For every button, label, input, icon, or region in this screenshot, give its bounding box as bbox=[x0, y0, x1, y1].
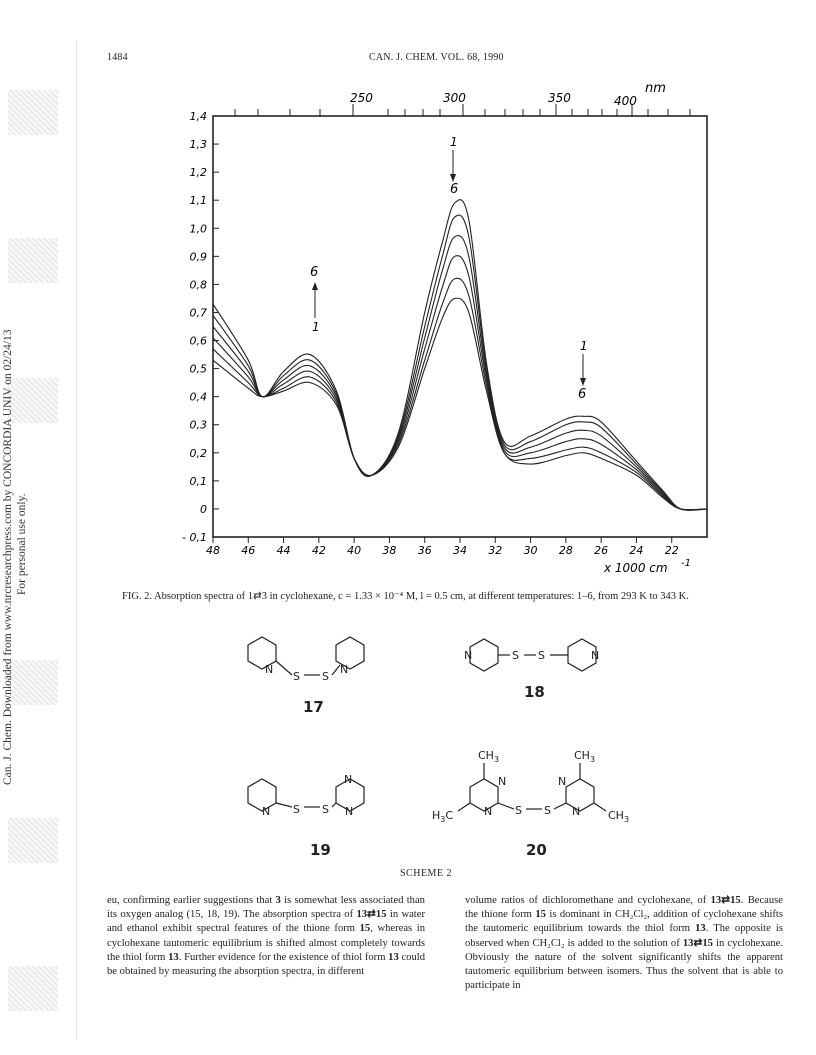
top-tick-label: 350 bbox=[548, 91, 571, 105]
atom-label: N bbox=[591, 649, 600, 662]
figure-caption: FIG. 2. Absorption spectra of 1⇄3 in cyclohexane, c = 1.33 × 10⁻⁴ M, l = 0.5 cm, at different temperatures: 1–6, from 293 K to 343 K. bbox=[122, 591, 689, 602]
atom-label: N bbox=[345, 805, 354, 818]
watermark-line-2: For personal use only. bbox=[16, 493, 28, 595]
atom-label: N bbox=[484, 805, 493, 818]
x-axis-unit: x 1000 cm bbox=[604, 561, 668, 575]
x-tick-label: 34 bbox=[453, 544, 467, 557]
spectrum-curve-2 bbox=[213, 278, 707, 510]
x-tick-label: 26 bbox=[594, 544, 609, 557]
arrow-head-icon bbox=[580, 378, 586, 386]
atom-label: S bbox=[538, 649, 545, 662]
arrow-head-icon bbox=[312, 282, 318, 290]
top-axis-unit: nm bbox=[645, 81, 666, 96]
compound-17 bbox=[248, 637, 364, 716]
annotation-top-label: 1 bbox=[580, 339, 588, 353]
atom-label: N bbox=[344, 773, 353, 786]
x-tick-label: 44 bbox=[276, 544, 291, 557]
compound-number: 20 bbox=[526, 841, 547, 859]
atom-label: S bbox=[293, 803, 300, 816]
compound-20 bbox=[432, 749, 629, 859]
y-tick-label: 0,5 bbox=[189, 362, 207, 376]
y-tick-label: 1,4 bbox=[189, 110, 207, 123]
x-tick-label: 24 bbox=[629, 544, 644, 557]
atom-label: N bbox=[498, 775, 507, 788]
atom-label: N bbox=[265, 663, 274, 676]
y-tick-label: 0,4 bbox=[189, 390, 207, 404]
body-column-right: volume ratios of dichloromethane and cyclohexane, of 13⇄15. Because the thione form 15 is dominant in CH₂Cl₂, addition of cyclohexane shifts the tautomeric equilibrium towards the thiol form 13. The opposite is observed when CH₂Cl₂ is added to the solution of 13⇄15 in cyclohexane. Obviously the nature of the solvent significantly shifts the apparent tautomeric equilibrium between isomers. Thus the solvent that is able to participate in bbox=[465, 895, 783, 992]
x-axis bbox=[206, 537, 679, 557]
atom-label: S bbox=[293, 670, 300, 683]
y-tick-label: 0,8 bbox=[189, 278, 207, 292]
x-tick-label: 32 bbox=[488, 544, 503, 557]
spectrum-curve-3 bbox=[213, 256, 707, 510]
annotation-top-label: 1 bbox=[450, 135, 458, 149]
scan-noise bbox=[8, 966, 58, 1011]
atom-label: $CH_3$ bbox=[574, 749, 596, 764]
atom-label: S bbox=[515, 804, 522, 817]
y-tick-label: 1,0 bbox=[189, 222, 207, 236]
journal-header: CAN. J. CHEM. VOL. 68, 1990 bbox=[369, 52, 504, 63]
top-tick-label: 300 bbox=[443, 91, 466, 105]
scheme-2-structures bbox=[0, 615, 816, 875]
atom-label: N bbox=[340, 663, 349, 676]
compound-number: 17 bbox=[303, 698, 324, 716]
x-tick-label: 38 bbox=[382, 544, 397, 557]
atom-label: S bbox=[544, 804, 551, 817]
atom-label: N bbox=[262, 805, 271, 818]
annotation-bottom-label: 6 bbox=[450, 182, 459, 197]
y-tick-label: 1,3 bbox=[189, 138, 207, 152]
atom-label: $H_3C$ bbox=[432, 809, 454, 824]
compound-18 bbox=[464, 639, 599, 701]
x-tick-label: 46 bbox=[241, 544, 256, 557]
body-column-left: eu, confirming earlier suggestions that 3 is somewhat less associated than its oxygen analog (15, 18, 19). The absorption spectra of 13⇄15 in water and ethanol exhibit spectral features of the thione form 15, whereas in cyclohexane tautomeric equilibrium is shifted almost completely towards the thiol form 13. Further evidence for the existence of thiol form 13 could be obtained by measuring the absorption spectra, in different bbox=[107, 895, 426, 978]
y-tick-label: 0 bbox=[200, 502, 207, 516]
x-tick-label: 36 bbox=[417, 544, 432, 557]
annotation-center bbox=[450, 135, 458, 197]
page-number: 1484 bbox=[107, 52, 128, 63]
annotation-bottom-label: 1 bbox=[312, 320, 320, 334]
x-tick-label: 48 bbox=[206, 544, 220, 557]
compound-number: 19 bbox=[310, 841, 331, 859]
atom-label: $CH_3$ bbox=[608, 809, 630, 824]
watermark-line-1: Can. J. Chem. Downloaded from www.nrcresearchpress.com by CONCORDIA UNIV on 02/24/13 bbox=[2, 329, 14, 785]
annotation-right bbox=[578, 339, 588, 402]
plot-frame bbox=[213, 116, 707, 537]
spectra-curves bbox=[213, 200, 707, 511]
x-tick-label: 30 bbox=[523, 544, 538, 557]
spectrum-curve-5 bbox=[213, 215, 707, 510]
x-tick-label: 40 bbox=[347, 544, 362, 557]
compound-19 bbox=[248, 773, 364, 859]
top-tick-label: 400 bbox=[614, 94, 637, 108]
y-tick-label: 1,1 bbox=[189, 194, 207, 208]
scheme-label: SCHEME 2 bbox=[400, 868, 453, 879]
atom-label: $CH_3$ bbox=[478, 749, 500, 764]
atom-label: N bbox=[558, 775, 567, 788]
annotation-left bbox=[310, 265, 320, 334]
atom-label: S bbox=[322, 803, 329, 816]
x-tick-label: 22 bbox=[664, 544, 679, 557]
spectrum-curve-1 bbox=[213, 298, 707, 510]
x-tick-label: 28 bbox=[558, 544, 573, 557]
top-tick-label: 250 bbox=[350, 91, 373, 105]
compound-number: 18 bbox=[524, 683, 545, 701]
y-tick-label: 0,7 bbox=[189, 306, 207, 320]
x-tick-label: 42 bbox=[311, 544, 326, 557]
y-tick-label: 0,2 bbox=[189, 446, 207, 460]
y-tick-label: 0,6 bbox=[189, 334, 207, 348]
atom-label: N bbox=[464, 649, 473, 662]
atom-label: S bbox=[512, 649, 519, 662]
annotation-bottom-label: 6 bbox=[578, 387, 587, 402]
annotation-top-label: 6 bbox=[310, 265, 319, 280]
y-tick-label: 0,3 bbox=[189, 418, 207, 432]
y-tick-label: 1,2 bbox=[189, 166, 207, 180]
y-tick-label: 0,9 bbox=[189, 250, 207, 264]
atom-label: N bbox=[572, 805, 581, 818]
x-axis-unit-exponent: -1 bbox=[681, 558, 691, 569]
atom-label: S bbox=[322, 670, 329, 683]
y-tick-label: - 0,1 bbox=[182, 531, 207, 544]
arrow-head-icon bbox=[450, 174, 456, 182]
y-tick-label: 0,1 bbox=[189, 474, 207, 488]
